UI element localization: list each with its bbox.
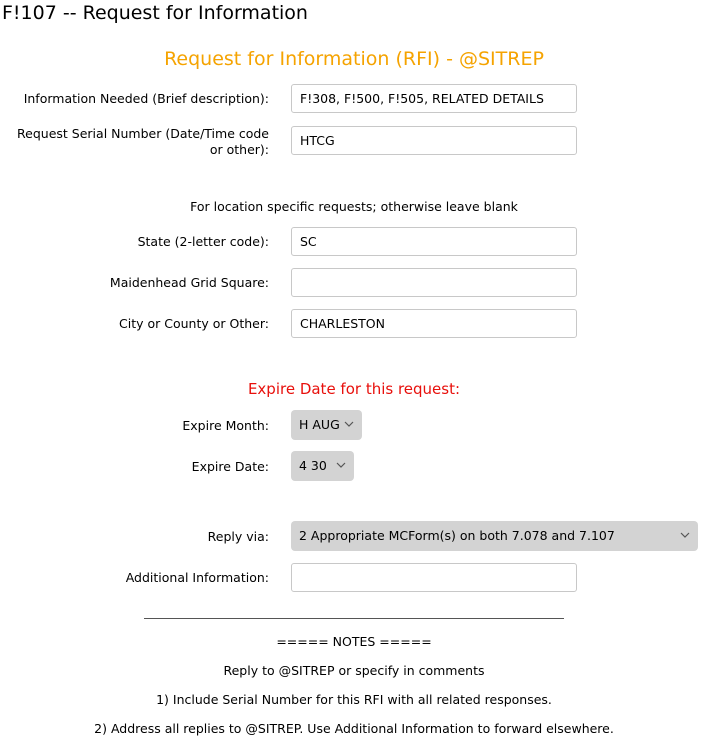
reply-via-value: 2 Appropriate MCForm(s) on both 7.078 and 7.107 [299,528,615,543]
city-input[interactable]: CHARLESTON [291,309,577,338]
notes-line-1: Reply to @SITREP or specify in comments [223,663,485,678]
expire-date-label: Expire Date: [191,459,269,474]
info-needed-input[interactable]: F!308, F!500, F!505, RELATED DETAILS [291,84,577,113]
chevron-down-icon [679,529,691,541]
form-heading: Request for Information (RFI) - @SITREP [164,48,544,70]
expire-date-value: 4 30 [299,458,327,473]
state-input[interactable]: SC [291,227,577,256]
notes-title: ===== NOTES ===== [276,634,432,649]
expire-month-label: Expire Month: [182,418,269,433]
serial-number-label: Request Serial Number (Date/Time code or other): [17,126,269,157]
expire-heading: Expire Date for this request: [247,380,461,398]
expire-month-value: H AUG [299,417,340,432]
additional-info-label: Additional Information: [125,570,269,585]
additional-info-input[interactable] [291,563,577,592]
expire-month-select[interactable] [291,410,362,440]
notes-line-2: 1) Include Serial Number for this RFI with all related responses. [156,692,552,707]
info-needed-label: Information Needed (Brief description): [23,91,269,106]
city-label: City or County or Other: [119,316,269,331]
grid-square-label: Maidenhead Grid Square: [109,275,269,290]
location-note: For location specific requests; otherwise leave blank [190,199,518,214]
chevron-down-icon [335,459,347,471]
expire-date-select[interactable] [291,451,354,481]
notes-line-3: 2) Address all replies to @SITREP. Use Additional Information to forward elsewhere. [94,721,614,736]
state-label: State (2-letter code): [137,234,269,249]
serial-number-input[interactable]: HTCG [291,126,577,155]
grid-square-input[interactable] [291,268,577,297]
notes-divider [144,618,564,619]
chevron-down-icon [343,418,355,430]
reply-via-select[interactable] [291,521,698,551]
reply-via-label: Reply via: [207,529,269,544]
page-title: F!107 -- Request for Information [2,2,308,24]
